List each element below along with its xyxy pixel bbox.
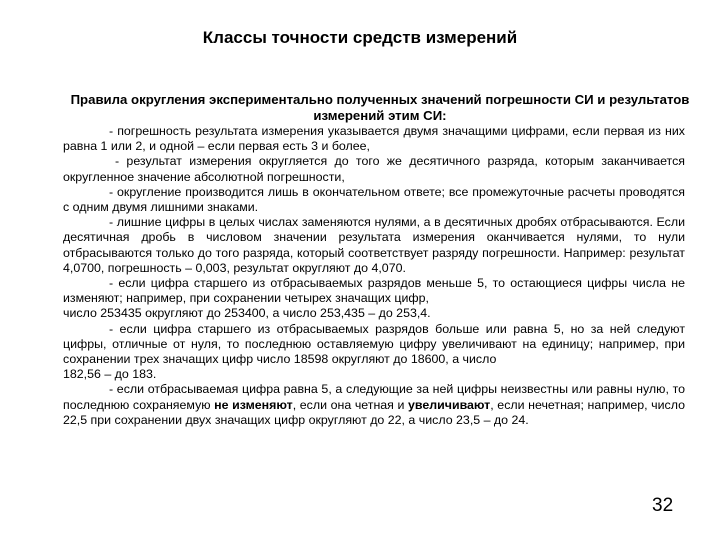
rule-five-or-more-text: - если цифра старшего из отбрасываемых разрядов больше или равна 5, но за ней следуют цифры, отличные от нуля, то последнюю оставляемую цифру увеличивают на единицу; например, при сохранении трех значащих цифр число 18598 округляют до 18600, а число bbox=[63, 321, 685, 367]
rule-extra-digits bbox=[63, 215, 685, 276]
rule-equal-five bbox=[63, 382, 685, 428]
rule-less-than-five-example: число 253435 округляют до 253400, а число 253,435 – до 253,4. bbox=[63, 306, 431, 321]
rule-equal-five-bold-2: увеличивают bbox=[408, 397, 491, 412]
rule-less-than-five-text: - если цифра старшего из отбрасываемых разрядов меньше 5, то остающиеся цифры числа не изменяют; например, при сохранении четырех значащих цифр, bbox=[63, 276, 685, 306]
rule-equal-five-text-3: , если нечетная; например, число 22,5 при сохранении двух значащих цифр округляют до 22, а число 23,5 – до 24. bbox=[63, 397, 685, 427]
rule-equal-five-text-1: - если отбрасываемая цифра равна 5, а следующие за ней цифры неизвестны или равны нулю, то последнюю сохраняемую bbox=[63, 382, 685, 412]
rule-less-than-five bbox=[63, 276, 685, 306]
rule-extra-digits-text: - лишние цифры в целых числах заменяются нулями, а в десятичных дробях отбрасываются. Если десятичная дробь в числовом значении результата измерения оканчивается нулями, то нули отбрасываются только до того разряда, который соответствует разряду погрешности. Например: результат 4,0700, погрешность – 0,003, результат округляют до 4,070. bbox=[63, 215, 685, 275]
rule-five-or-more bbox=[63, 322, 685, 368]
rules-heading: Правила округления экспериментально полученных значений погрешности СИ и результатов измерений этим СИ: bbox=[70, 92, 690, 123]
rule-equal-five-bold-1: не изменяют bbox=[214, 397, 293, 412]
rule-error-digits bbox=[63, 124, 685, 154]
slide-title: Классы точности средств измерений bbox=[202, 28, 518, 47]
page-number: 32 bbox=[652, 495, 674, 516]
rules-body bbox=[63, 124, 685, 428]
rule-final-rounding-text: - округление производится лишь в окончательном ответе; все промежуточные расчеты проводятся с одним двумя лишними знаками. bbox=[63, 184, 685, 215]
rule-equal-five-text-2: , если она четная и bbox=[292, 397, 405, 412]
rule-error-digits-text: - погрешность результата измерения указывается двумя значащими цифрами, если первая из них равна 1 или 2, и одной – если первая есть 3 и более, bbox=[63, 124, 685, 154]
rule-result-rounding-text: - результат измерения округляется до того же десятичного разряда, которым заканчивается округленное значение абсолютной погрешности, bbox=[63, 154, 685, 184]
rule-final-rounding bbox=[63, 185, 685, 215]
rule-five-or-more-example: 182,56 – до 183. bbox=[63, 367, 157, 382]
rule-result-rounding bbox=[63, 154, 685, 184]
